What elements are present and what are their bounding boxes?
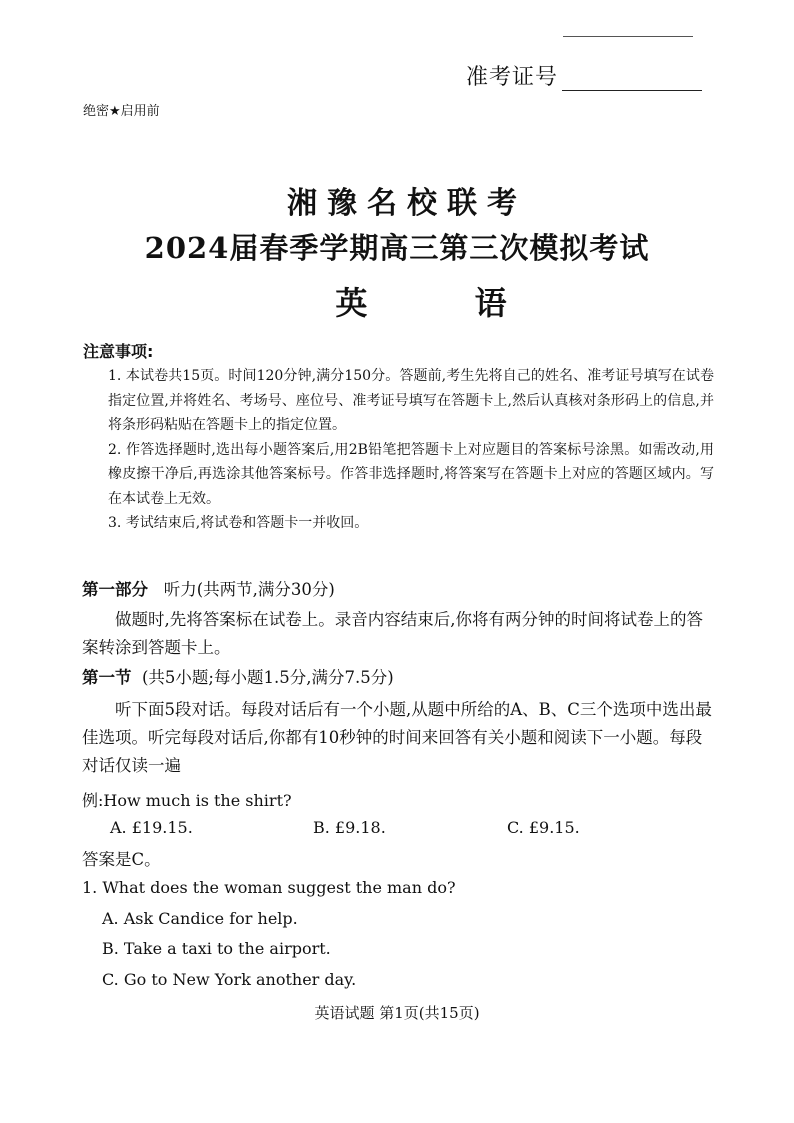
example-option-b: B. £9.18. — [313, 818, 386, 837]
example-question: 例:How much is the shirt? — [82, 791, 292, 810]
page-footer: 英语试题 第1页(共15页) — [314, 1004, 480, 1022]
section1-instruction: 听下面5段对话。每段对话后有一个小题,从题中所给的A、B、C三个选项中选出最佳选项。听完每段对话后,你都有10秒钟的时间来回答有关小题和阅读下一小题。每段对话仅读一遍 — [82, 700, 712, 775]
section1-heading-label: 第一节 — [82, 668, 132, 687]
example-answer: 答案是C。 — [82, 850, 161, 869]
exam-id-label: 准考证号 — [466, 65, 559, 90]
part1-heading-detail: 听力(共两节,满分30分) — [163, 580, 335, 599]
note-item: 1. 本试卷共15页。时间120分钟,满分150分。答题前,考生先将自己的姓名、准考证号填写在试卷指定位置,并将姓名、考场号、座位号、准考证号填写在答题卡上,然后认真核对条形码上的信息,并将条形码粘贴在答题卡上的指定位置。 — [108, 368, 714, 433]
note-item: 3. 考试结束后,将试卷和答题卡一并收回。 — [108, 515, 369, 531]
part1-heading-label: 第一部分 — [82, 580, 148, 599]
confidential-mark: 绝密★启用前 — [83, 104, 160, 119]
exam-id-field — [466, 60, 702, 91]
example-option-a: A. £19.15. — [110, 818, 193, 837]
exam-union-title: 湘豫名校联考 — [287, 186, 527, 221]
note-item: 2. 作答选择题时,选出每小题答案后,用2B铅笔把答题卡上对应题目的答案标号涂黑。如需改动,用橡皮擦干净后,再选涂其他答案标号。作答非选择题时,将答案写在答题卡上对应的答题区域内。写在本试卷上无效。 — [108, 441, 714, 507]
exam-name-title: 2024届春季学期高三第三次模拟考试 — [144, 231, 650, 265]
part1-heading — [82, 576, 712, 604]
notes-heading: 注意事项: — [83, 342, 154, 361]
part1-instruction: 做题时,先将答案标在试卷上。录音内容结束后,你将有两分钟的时间将试卷上的答案转涂到答题卡上。 — [82, 610, 703, 657]
exam-id-blank — [562, 68, 702, 91]
section1-heading — [82, 664, 712, 692]
example-option-c: C. £9.15. — [507, 818, 580, 837]
subject-title: 英 语 — [335, 284, 555, 322]
top-divider — [563, 36, 693, 37]
section1-heading-detail: (共5小题;每小题1.5分,满分7.5分) — [142, 668, 394, 687]
question-1: 1. What does the woman suggest the man do? — [82, 878, 456, 897]
notes-list — [108, 364, 714, 536]
question-1-option-a: A. Ask Candice for help. — [102, 909, 298, 928]
question-1-option-c: C. Go to New York another day. — [102, 970, 357, 989]
question-1-option-b: B. Take a taxi to the airport. — [102, 939, 331, 958]
